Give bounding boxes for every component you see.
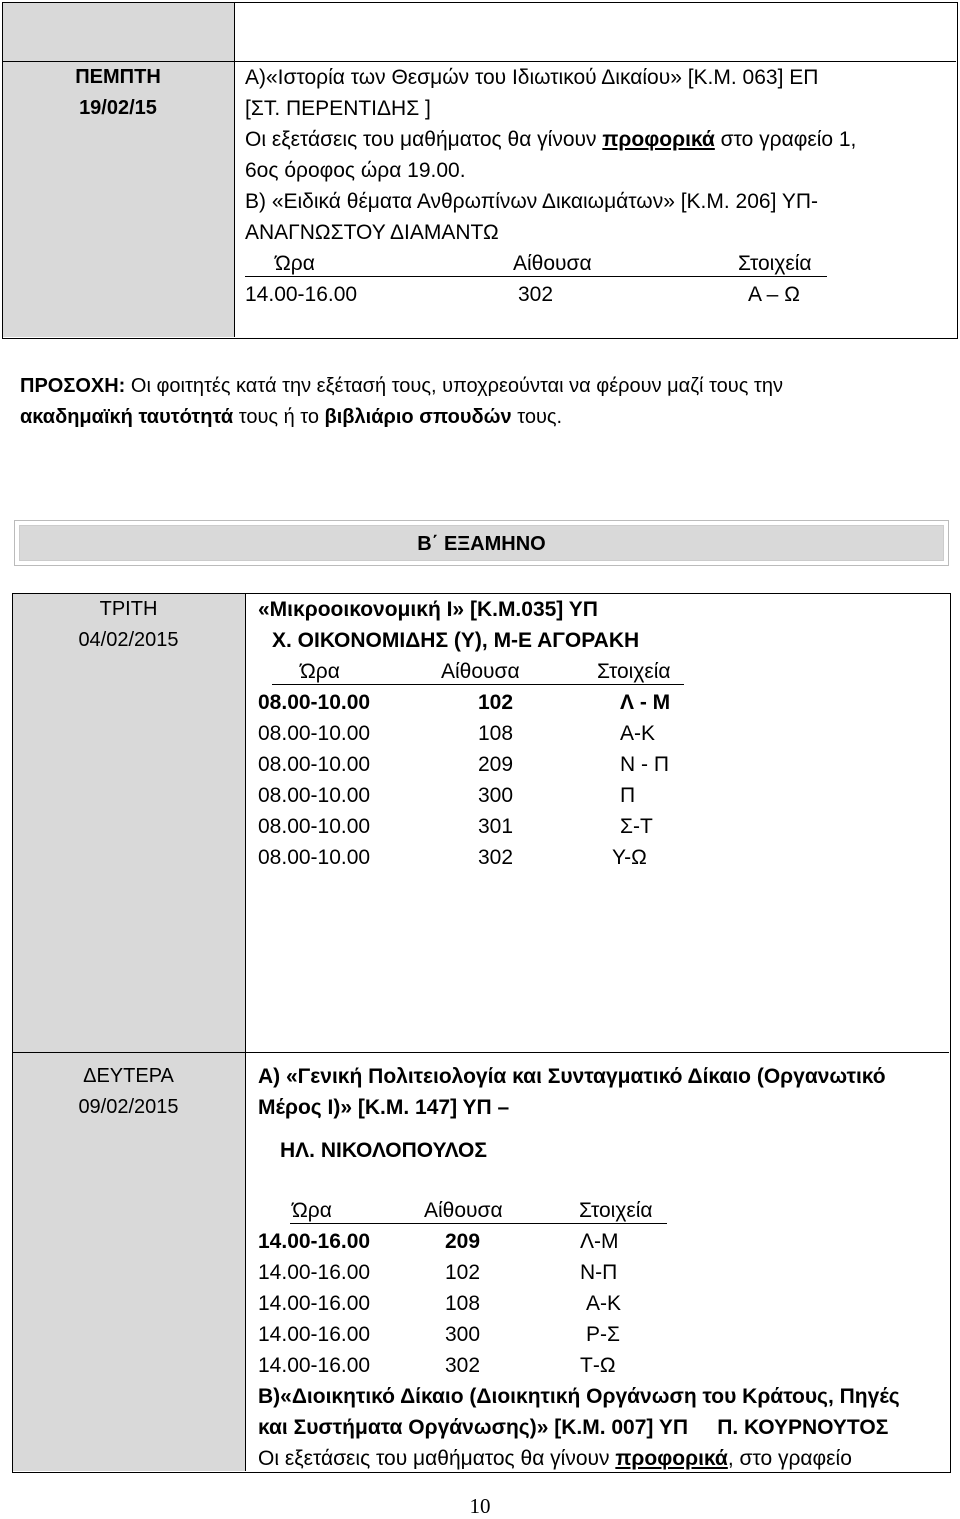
row-time: 08.00-10.00	[258, 691, 371, 714]
block1-content	[245, 62, 951, 248]
row-info: Λ-Μ	[580, 1230, 619, 1253]
course-a-title-2: Μέρος Ι)» [Κ.Μ. 147] ΥΠ –	[258, 1096, 510, 1119]
note-text: Οι εξετάσεις του μαθήματος θα γίνουν	[258, 1447, 616, 1470]
row-time: 08.00-10.00	[258, 815, 371, 838]
row-time: 14.00-16.00	[258, 1261, 371, 1284]
course-b-title-2: και Συστήματα Οργάνωσης)» [Κ.Μ. 007] ΥΠ Π. ΚΟΥΡΝΟΥΤΟΣ	[258, 1416, 889, 1439]
note-text: Οι εξετάσεις του μαθήματος θα γίνουν	[245, 128, 603, 151]
row-time: 14.00-16.00	[258, 1354, 371, 1377]
notice-book: βιβλιάριο σπουδών	[324, 406, 512, 428]
row-info: Υ-Ω	[612, 846, 647, 869]
oral-exam-note-2	[258, 1443, 852, 1474]
row-info: Τ-Ω	[580, 1354, 616, 1377]
row-time: 08.00-10.00	[258, 846, 371, 869]
course-teacher-2: Χ. ΟΙΚΟΝΟΜΙΔΗΣ (Υ), Μ-Ε ΑΓΟΡΑΚΗ	[272, 629, 640, 652]
col-header-room: Αίθουσα	[424, 1199, 503, 1222]
row-room: 102	[478, 691, 514, 714]
date-cell-1	[3, 3, 235, 337]
row-info: Ν - Π	[620, 753, 669, 776]
row-room: 209	[478, 753, 514, 776]
date-label-2: 04/02/2015	[78, 629, 179, 651]
col-header-info: Στοιχεία	[738, 252, 812, 275]
row-room: 108	[478, 722, 514, 745]
row-time: 14.00-16.00	[258, 1323, 371, 1346]
row-info: Α-Κ	[620, 722, 656, 745]
date-label-1: 19/02/15	[79, 97, 157, 119]
col-header-time: Ώρα	[275, 252, 315, 275]
date-label-3: 09/02/2015	[78, 1096, 179, 1118]
row-room: 209	[445, 1230, 481, 1253]
notice-text-3: τους.	[511, 406, 563, 428]
row-room: 102	[445, 1261, 481, 1284]
notice-label: ΠΡΟΣΟΧΗ:	[20, 375, 126, 397]
note-text-end: , στο γραφείο	[727, 1447, 852, 1470]
row-time: 08.00-10.00	[258, 753, 371, 776]
row-info: Σ-Τ	[620, 815, 653, 838]
col-header-room: Αίθουσα	[513, 252, 592, 275]
row-room: 108	[445, 1292, 481, 1315]
row-divider	[13, 1052, 949, 1053]
page-number: 10	[469, 1494, 491, 1518]
notice-id: ακαδημαϊκή ταυτότητά	[20, 406, 234, 428]
row-room: 302	[445, 1354, 481, 1377]
oral-exam-note	[245, 124, 951, 155]
row-time: 08.00-10.00	[258, 784, 371, 807]
row-info: Ν-Π	[580, 1261, 618, 1284]
course-b-title: Β) «Ειδικά θέματα Ανθρωπίνων Δικαιωμάτων» [Κ.Μ. 206] ΥΠ-	[245, 190, 819, 213]
semester-title: Β΄ ΕΞΑΜΗΝΟ	[417, 533, 546, 555]
col-header-time: Ώρα	[300, 660, 340, 683]
semester-banner	[14, 520, 949, 566]
course-b-teacher: ΑΝΑΓΝΩΣΤΟΥ ΔΙΑΜΑΝΤΩ	[245, 221, 499, 244]
row-time: 08.00-10.00	[258, 722, 371, 745]
notice-text: Οι φοιτητές κατά την εξέτασή τους, υποχρεούνται να φέρουν μαζί τους την	[125, 375, 783, 397]
course-a-teacher: ΗΛ. ΝΙΚΟΛΟΠΟΥΛΟΣ	[280, 1139, 487, 1162]
row-info: Π	[620, 784, 636, 807]
oral-emphasis: προφορικά	[602, 128, 715, 151]
oral-exam-time: 6ος όροφος ώρα 19.00.	[245, 159, 466, 182]
course-b-title-1: Β)«Διοικητικό Δίκαιο (Διοικητική Οργάνωση του Κράτους, Πηγές	[258, 1385, 900, 1408]
col-header-room: Αίθουσα	[441, 660, 520, 683]
row-info: Α – Ω	[748, 283, 800, 306]
col-header-info: Στοιχεία	[579, 1199, 653, 1222]
date-cell-2	[13, 594, 246, 1471]
course-a-teacher: [ΣΤ. ΠΕΡΕΝΤΙΔΗΣ ]	[245, 97, 431, 120]
oral-emphasis: προφορικά	[615, 1447, 728, 1470]
col-header-time: Ώρα	[292, 1199, 332, 1222]
note-text-end: στο γραφείο 1,	[714, 128, 857, 151]
row-info: Λ - Μ	[620, 691, 671, 714]
row-room: 300	[445, 1323, 481, 1346]
row-info: Α-Κ	[586, 1292, 622, 1315]
day-label-2: ΤΡΙΤΗ	[99, 598, 158, 620]
notice	[20, 371, 945, 433]
row-room: 301	[478, 815, 514, 838]
col-header-info: Στοιχεία	[597, 660, 671, 683]
row-room: 302	[478, 846, 514, 869]
row-room: 300	[478, 784, 514, 807]
course-a-title: Α)«Ιστορία των Θεσμών του Ιδιωτικού Δικαίου» [Κ.Μ. 063] ΕΠ	[245, 66, 819, 89]
row-room: 302	[518, 283, 554, 306]
row-time: 14.00-16.00	[245, 283, 358, 306]
course-a-title-1: Α) «Γενική Πολιτειολογία και Συνταγματικό Δίκαιο (Οργανωτικό	[258, 1065, 886, 1088]
day-label-1: ΠΕΜΠΤΗ	[75, 66, 161, 88]
row-time: 14.00-16.00	[258, 1292, 371, 1315]
row-info: Ρ-Σ	[586, 1323, 620, 1346]
notice-text-2: τους ή το	[233, 406, 325, 428]
day-label-3: ΔΕΥΤΕΡΑ	[83, 1065, 174, 1087]
course-title-2: «Μικροοικονομική Ι» [Κ.Μ.035] ΥΠ	[258, 598, 598, 621]
row-time: 14.00-16.00	[258, 1230, 371, 1253]
